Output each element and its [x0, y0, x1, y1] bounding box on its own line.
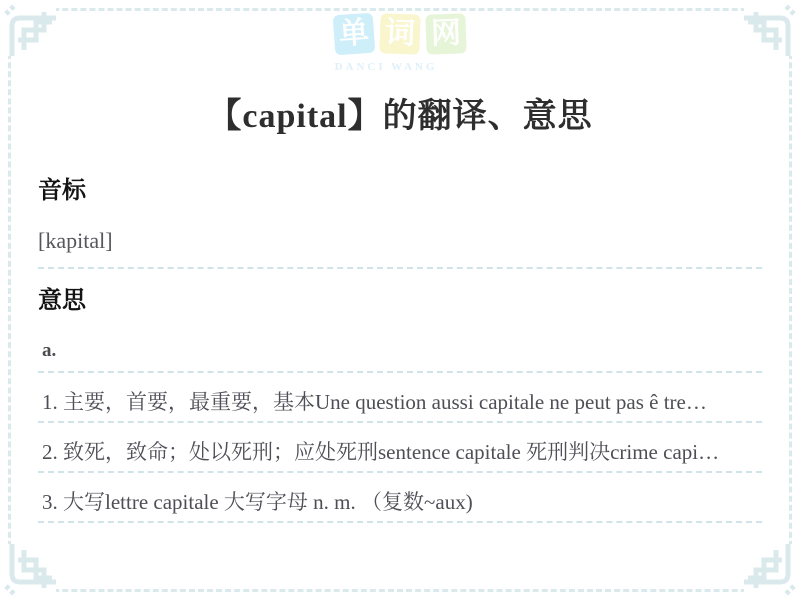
phonetic-value: [kapital] — [38, 228, 113, 253]
knot-ornament-icon — [2, 2, 56, 56]
knot-ornament-icon — [744, 2, 798, 56]
logo-block-ci: 词 — [379, 13, 420, 54]
logo-caption: DANCI WANG — [334, 61, 438, 73]
meaning-item-3: 3. 大写lettre capitale 大写字母 n. m. （复数~aux) — [42, 490, 473, 514]
logo-block-wang: 网 — [425, 13, 466, 54]
part-of-speech-label: a. — [42, 340, 57, 361]
separator — [38, 267, 762, 269]
section-heading-phonetic: 音标 — [38, 178, 86, 204]
separator — [38, 421, 762, 423]
danci-wang-logo — [0, 14, 800, 73]
logo-block-dan: 单 — [333, 13, 376, 56]
separator — [38, 521, 762, 523]
separator — [38, 471, 762, 473]
section-heading-meaning: 意思 — [38, 288, 86, 314]
knot-ornament-icon — [744, 544, 798, 598]
separator — [38, 371, 762, 373]
logo-blocks — [334, 14, 466, 54]
knot-ornament-icon — [2, 544, 56, 598]
page-title: 【capital】的翻译、意思 — [207, 98, 593, 135]
meaning-item-2: 2. 致死，致命；处以死刑；应处死刑sentence capitale 死刑判决crime capi… — [42, 440, 720, 464]
meaning-item-1: 1. 主要，首要，最重要，基本Une question aussi capitale ne peut pas ê tre… — [42, 390, 707, 414]
